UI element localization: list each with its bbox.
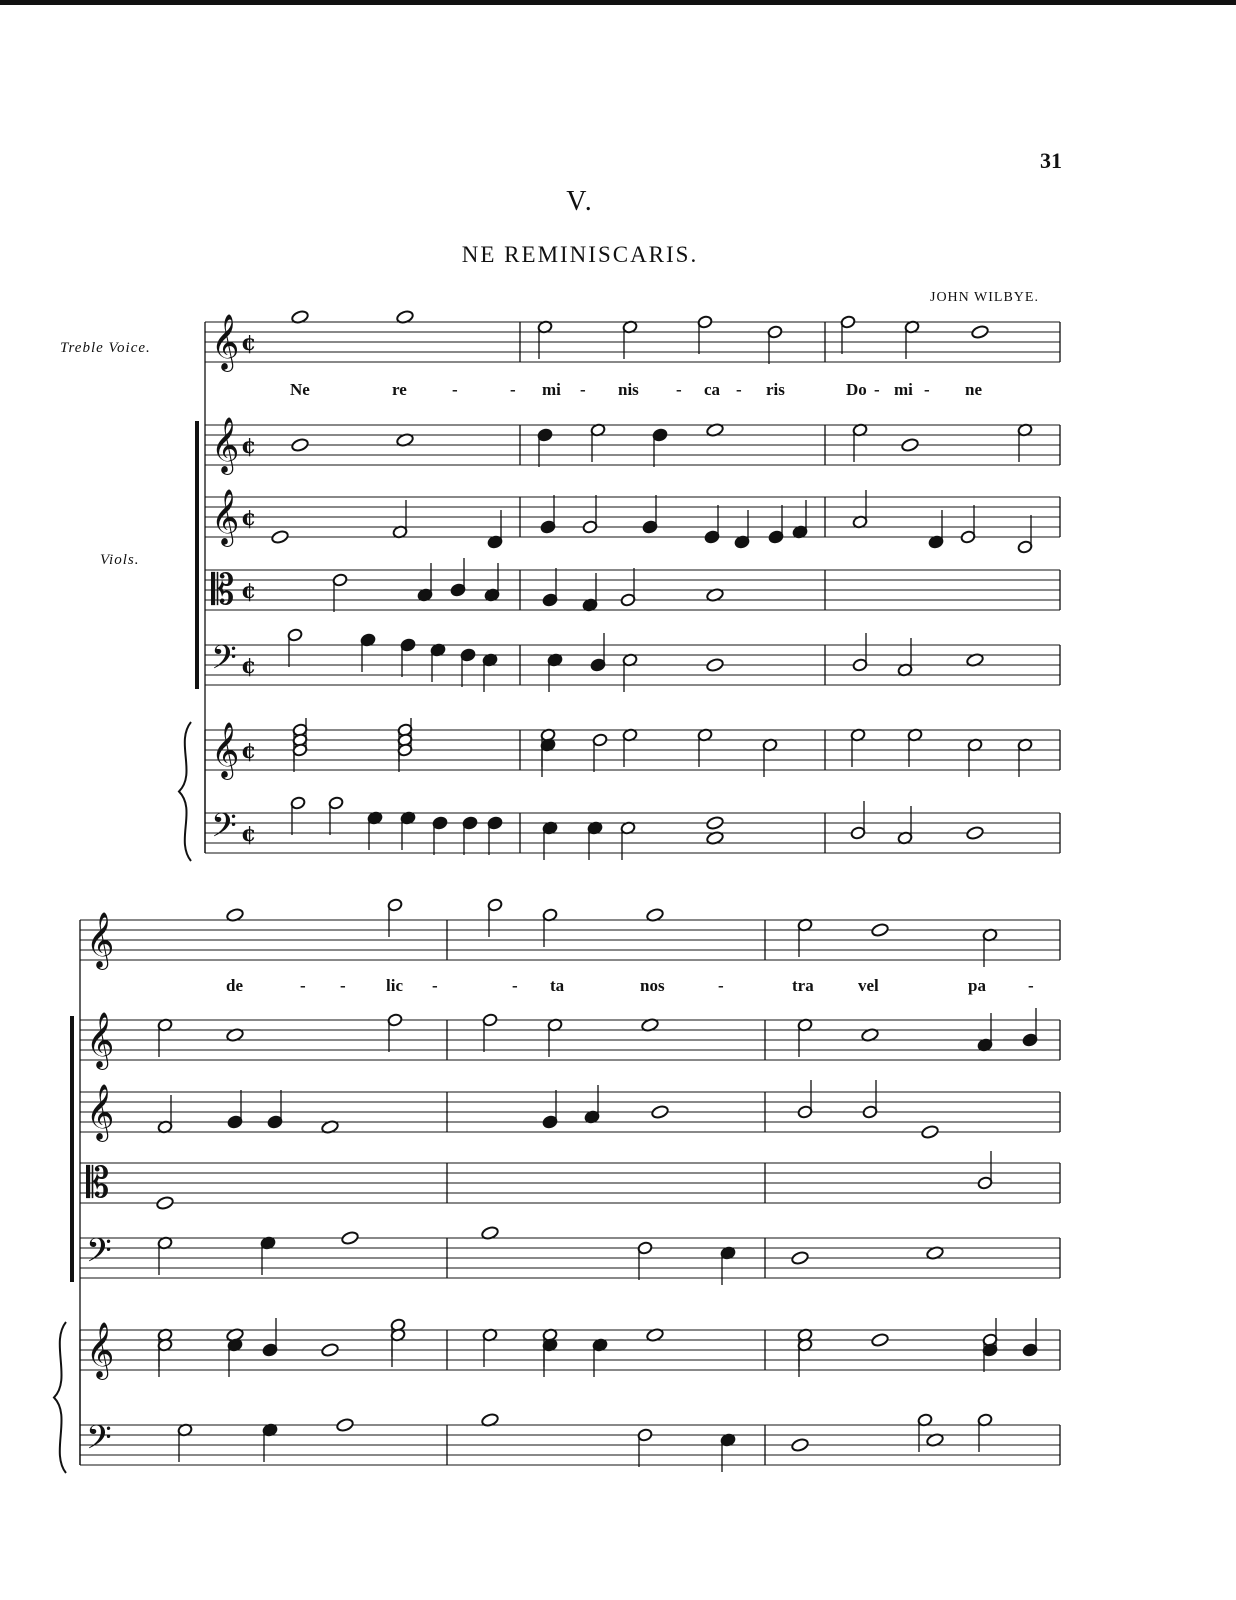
lyric-syllable: -	[432, 976, 438, 995]
whole-note	[651, 1105, 669, 1120]
page-number: 31	[1040, 148, 1062, 173]
lyric-syllable: nos	[640, 976, 665, 995]
lyric-syllable: ris	[766, 380, 785, 399]
whole-note	[791, 1438, 809, 1453]
cut-time-icon: ¢	[241, 330, 257, 356]
lyric-syllable: -	[580, 380, 586, 399]
whole-note	[871, 1333, 889, 1348]
cut-time-icon: ¢	[241, 653, 257, 679]
whole-note	[921, 1125, 939, 1140]
notes	[156, 310, 1038, 1472]
clefs	[86, 314, 256, 1465]
movement-number: V.	[566, 186, 594, 217]
piano-brace-icon	[179, 722, 191, 861]
whole-note	[971, 325, 989, 340]
treble-clef-icon: 𝄞	[211, 489, 240, 545]
whole-note	[341, 1231, 359, 1246]
bass-clef-icon: 𝄢	[211, 639, 237, 685]
lyric-syllable: -	[874, 380, 880, 399]
cut-time-icon: ¢	[241, 505, 257, 531]
whole-note	[336, 1418, 354, 1433]
lyric-syllable: tra	[792, 976, 814, 995]
lyric-syllable: Ne	[290, 380, 310, 399]
bass-clef-icon: 𝄢	[86, 1232, 112, 1278]
lyric-syllable: pa	[968, 976, 986, 995]
treble-clef-icon: 𝄞	[86, 1322, 115, 1378]
whole-note	[271, 530, 289, 545]
lyric-syllable: -	[452, 380, 458, 399]
lyric-syllable: mi	[894, 380, 913, 399]
treble-clef-icon: 𝄞	[86, 912, 115, 968]
lyric-syllable: -	[924, 380, 930, 399]
lyric-syllable: Do	[846, 380, 867, 399]
cut-time-icon: ¢	[241, 821, 257, 847]
lyric-syllable: -	[300, 976, 306, 995]
lyric-syllable: -	[510, 380, 516, 399]
bass-clef-icon: 𝄢	[86, 1419, 112, 1465]
lyric-syllable: vel	[858, 976, 879, 995]
treble-clef-icon: 𝄞	[86, 1084, 115, 1140]
whole-note	[871, 923, 889, 938]
lyric-syllable: ca	[704, 380, 721, 399]
whole-note	[291, 438, 309, 453]
lyric-syllable: lic	[386, 976, 403, 995]
lyric-syllable: -	[340, 976, 346, 995]
treble-clef-icon: 𝄞	[211, 314, 240, 370]
lyric-syllable: re	[392, 380, 407, 399]
lyric-syllable: nis	[618, 380, 639, 399]
whole-note	[966, 826, 984, 841]
whole-note	[901, 438, 919, 453]
lyric-syllable: -	[676, 380, 682, 399]
viols-bracket	[195, 421, 199, 689]
lyric-syllable: -	[512, 976, 518, 995]
voice-label: Treble Voice.	[60, 340, 151, 356]
composer-name: JOHN WILBYE.	[930, 290, 1039, 305]
treble-clef-icon: 𝄞	[86, 1012, 115, 1068]
lyric-syllable: de	[226, 976, 243, 995]
alto-clef-icon: 𝄡	[211, 565, 235, 614]
piano-brace-icon	[54, 1322, 66, 1473]
whole-note	[156, 1196, 174, 1211]
cut-time-icon: ¢	[241, 578, 257, 604]
whole-note	[706, 816, 724, 831]
viols-label: Viols.	[100, 552, 140, 568]
lyric-syllable: -	[718, 976, 724, 995]
lyric-syllable: ta	[550, 976, 565, 995]
whole-note	[321, 1343, 339, 1358]
cut-time-icon: ¢	[241, 738, 257, 764]
whole-note	[791, 1251, 809, 1266]
whole-note	[706, 658, 724, 673]
viols-bracket	[70, 1016, 74, 1282]
lyric-syllable: -	[1028, 976, 1034, 995]
treble-clef-icon: 𝄞	[211, 722, 240, 778]
treble-clef-icon: 𝄞	[211, 417, 240, 473]
bass-clef-icon: 𝄢	[211, 807, 237, 853]
lyric-syllable: -	[736, 380, 742, 399]
lyric-syllable: ne	[965, 380, 982, 399]
lyric-syllable: mi	[542, 380, 561, 399]
piece-title: NE REMINISCARIS.	[461, 242, 699, 267]
cut-time-icon: ¢	[241, 433, 257, 459]
alto-clef-icon: 𝄡	[86, 1158, 110, 1207]
